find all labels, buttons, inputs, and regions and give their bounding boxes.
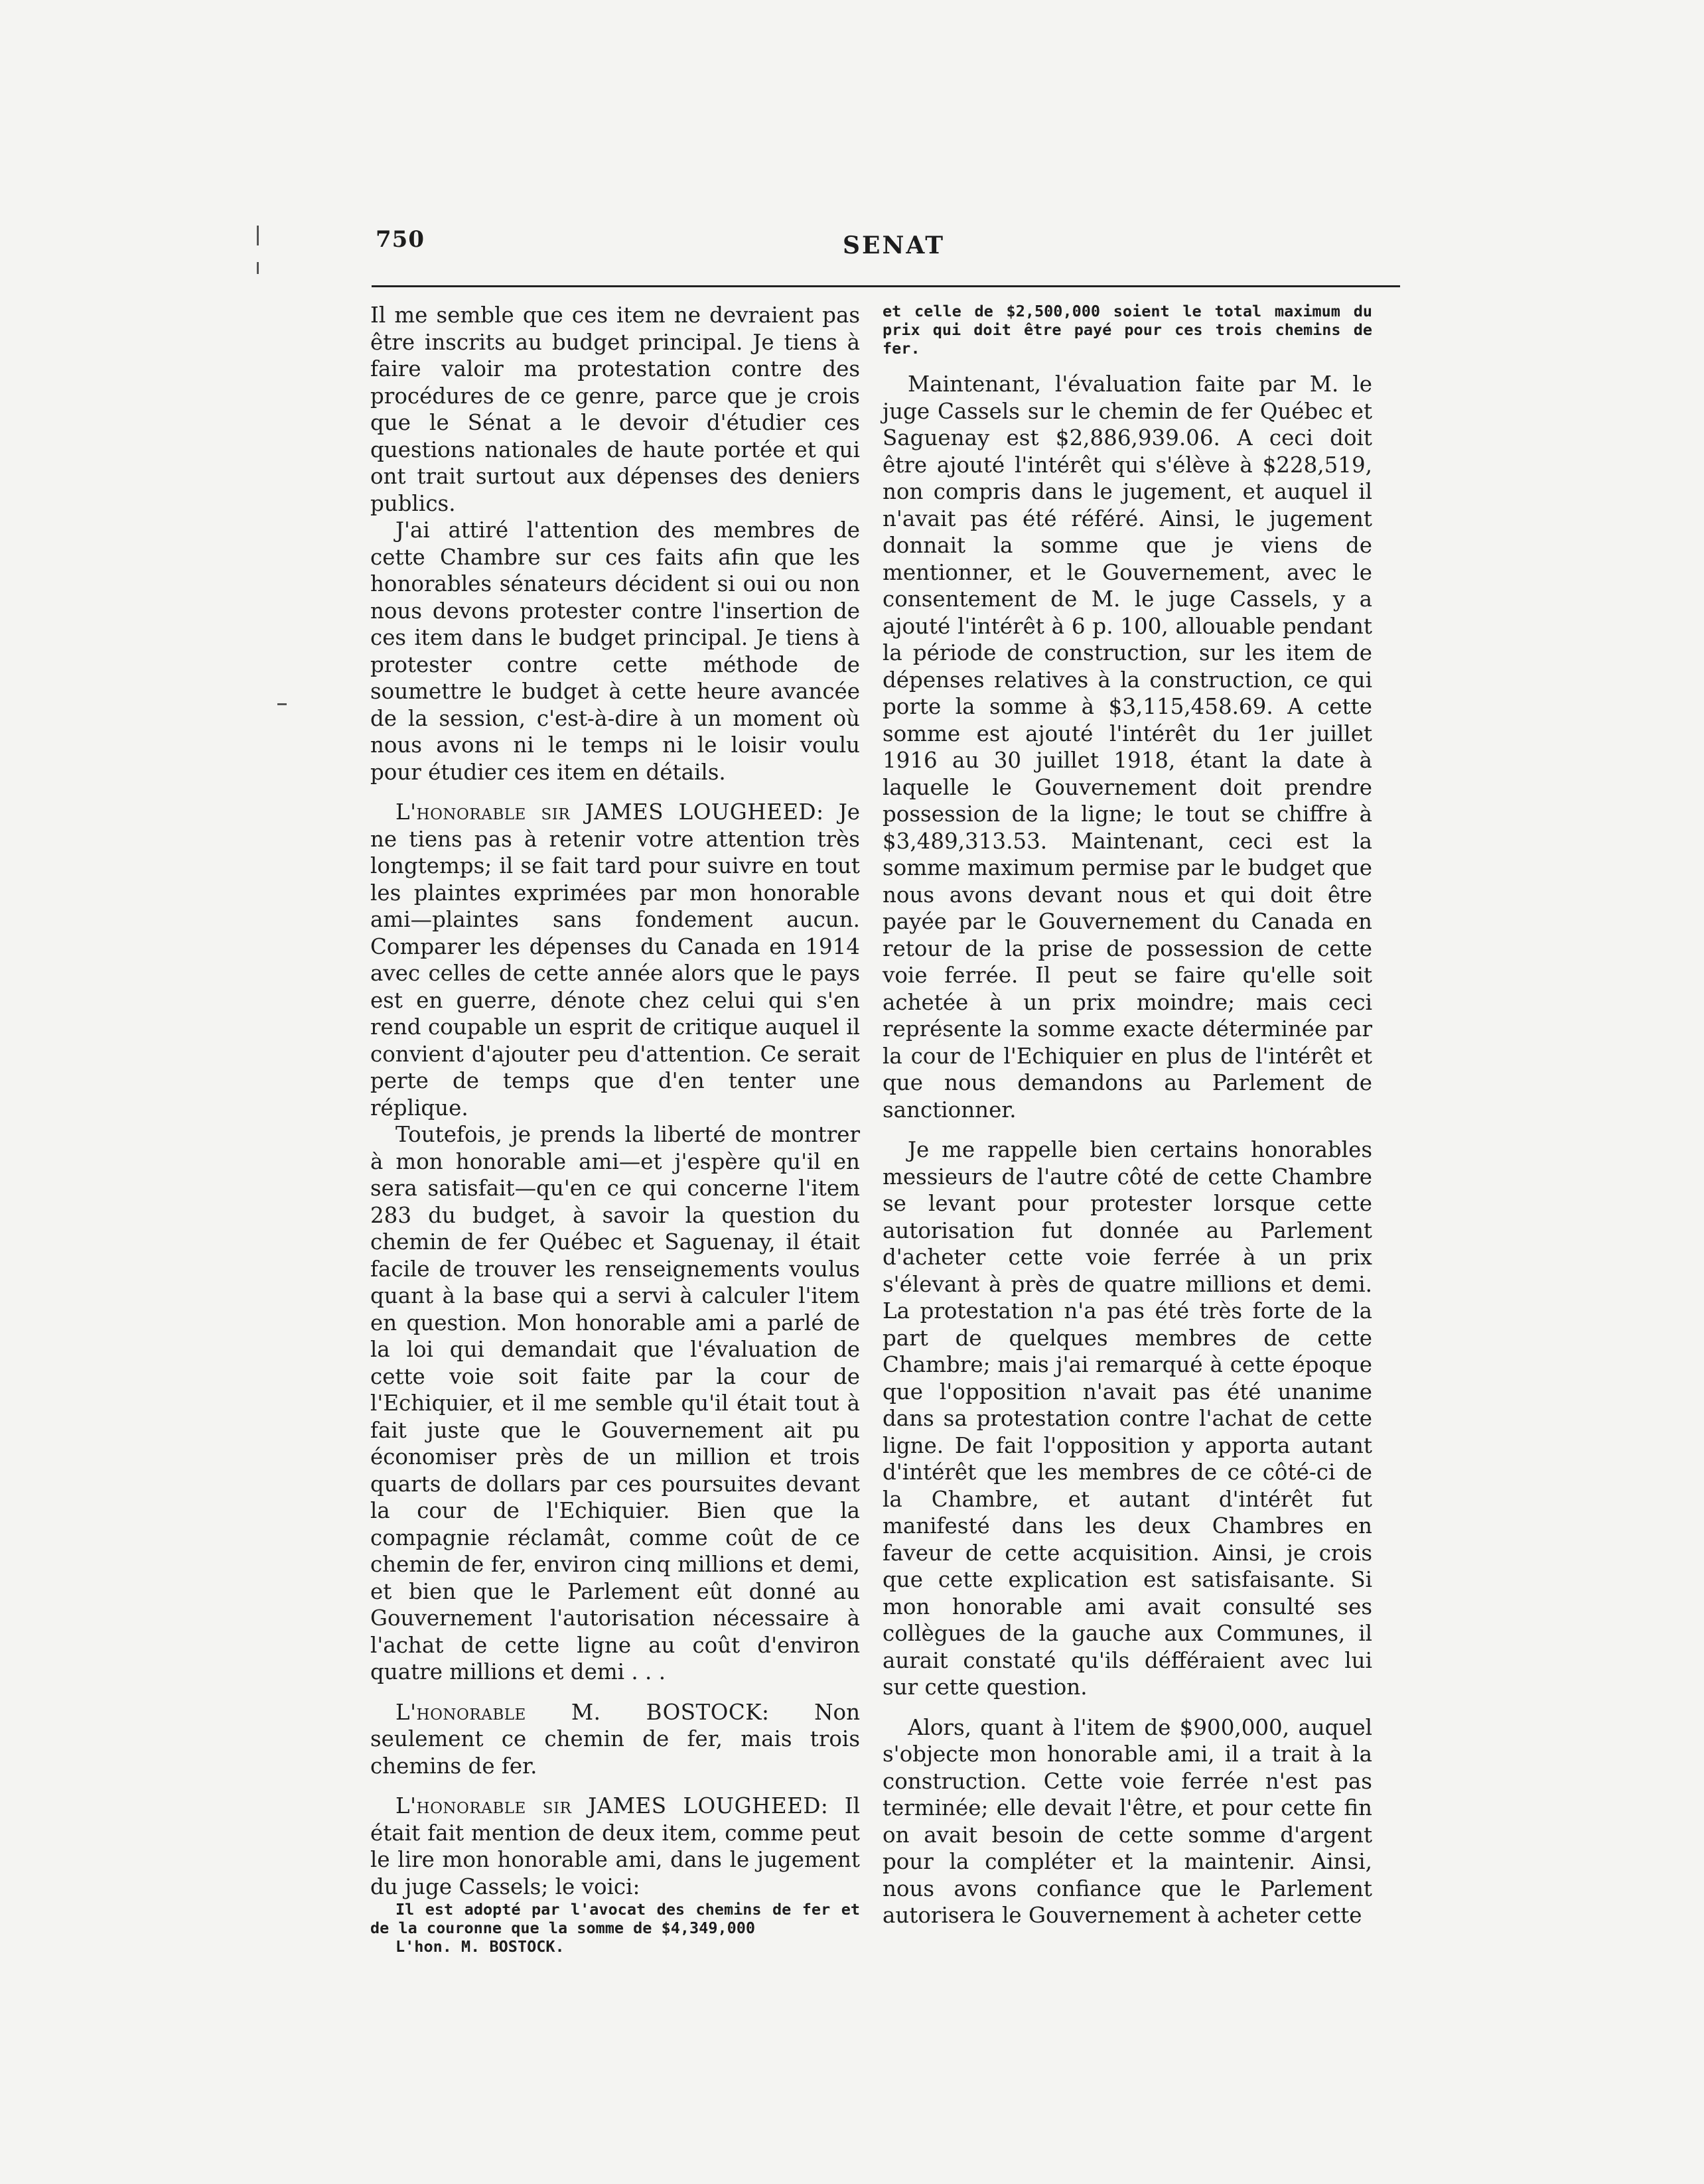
running-head: SENAT bbox=[843, 232, 946, 259]
paragraph: Alors, quant à l'item de $900,000, auquel s'objecte mon honorable ami, il a trait à la construction. Cette voie ferrée n'est pas terminée; elle devait l'être, et pour cette fin on avait besoin de cette somme d'argent pour la compléter et la maintenir. Ainsi, nous avons confiance que le Parlement autorisera le Gouvernement à acheter cette bbox=[883, 1714, 1372, 1928]
paragraph: Je me rappelle bien certains honorables messieurs de l'autre côté de cette Chambre se levant pour protester lorsque cette autorisation fut donnée au Parlement d'acheter cette voie ferrée à un prix s'élevant à près de quatre millions et demi. La protestation n'a pas été très forte de la part de quelques membres de cette Chambre; mais j'ai remarqué à cette époque que l'opposition n'avait pas été unanime dans sa protestation contre l'achat de cette ligne. De fait l'opposition y apporta autant d'intérêt que les membres de ce côté-ci de la Chambre, et autant d'intérêt fut manifesté dans les deux Chambres en faveur de cette acquisition. Ainsi, je crois que cette explication est satisfaisante. Si mon honorable ami avait consulté ses collègues de la gauche aux Communes, il aurait constaté qu'ils défféraient avec lui sur cette question. bbox=[883, 1137, 1372, 1700]
scan-mark bbox=[257, 226, 259, 245]
paragraph: Maintenant, l'évaluation faite par M. le juge Cassels sur le chemin de fer Québec et Saguenay est $2,886,939.06. A ceci doit être ajouté l'intérêt qui s'élève à $228,519, non compris dans le jugement, et auquel il n'avait pas été référé. Ainsi, le jugement donnait la somme que je viens de mentionner, et le Gouvernement, avec le consentement de M. le juge Cassels, y a ajouté l'intérêt à 6 p. 100, allouable pendant la période de construction, sur les item de dépenses relatives à la construction, ce qui porte la somme à $3,115,458.69. A cette somme est ajouté l'intérêt du 1er juillet 1916 au 30 juillet 1918, étant la date à laquelle le Gouvernement doit prendre possession de la ligne; le tout se chiffre à $3,489,313.53. Maintenant, ceci est la somme maximum permise par le budget que nous avons devant nous et qui doit être payée par le Gouvernement du Canada en retour de la prise de possession de cette voie ferrée. Il peut se faire qu'elle soit achetée à un prix moindre; mais ceci représente la somme exacte déterminée par la cour de l'Echiquier en plus de l'intérêt et que nous demandons au Parlement de sanctionner. bbox=[883, 372, 1372, 1123]
speaker-name: L'honorable sir JAMES LOUGHEED: bbox=[395, 799, 824, 825]
paragraph bbox=[370, 799, 860, 1121]
header-rule bbox=[372, 285, 1400, 287]
left-column bbox=[370, 302, 860, 1956]
quote-signature: L'hon. M. BOSTOCK. bbox=[395, 1937, 565, 1956]
paragraph bbox=[370, 1793, 860, 1900]
speech-text: Non seulement ce chemin de fer, mais trois chemins de fer. bbox=[370, 1699, 860, 1779]
paragraph bbox=[370, 1699, 860, 1780]
paragraph: Il me semble que ces item ne devraient pas être inscrits au budget principal. Je tiens à faire valoir ma protestation contre des procédures de ce genre, parce que je crois que le Sénat a le devoir d'étudier ces questions nationales de haute portée et qui ont trait surtout aux dépenses des deniers publics. bbox=[370, 303, 860, 516]
speech-text: Il était fait mention de deux item, comme peut le lire mon honorable ami, dans le jugement du juge Cassels; le voici: bbox=[370, 1793, 860, 1899]
scan-mark bbox=[277, 703, 287, 705]
speaker-name: L'honorable M. BOSTOCK: bbox=[395, 1699, 770, 1725]
paragraph: Toutefois, je prends la liberté de montrer à mon honorable ami—et j'espère qu'il en sera satisfait—qu'en ce qui concerne l'item 283 du budget, à savoir la question du chemin de fer Québec et Saguenay, il était facile de trouver les renseignements voulus quant à la base qui a servi à calculer l'item en question. Mon honorable ami a parlé de la loi qui demandait que l'évaluation de cette voie soit faite par la cour de l'Echiquier, et il me semble qu'il était tout à fait juste que le Gouvernement ait pu économiser près de un million et trois quarts de dollars par ces poursuites devant la cour de l'Echiquier. Bien que la compagnie réclamât, comme coût de ce chemin de fer, environ cinq millions et demi, et bien que le Parlement eût donné au Gouvernement l'autorisation nécessaire à l'achat de cette ligne au coût d'environ quatre millions et demi . . . bbox=[370, 1122, 860, 1684]
quoted-judgment: Il est adopté par l'avocat des chemins de fer et de la couronne que la somme de $4,349,000 bbox=[370, 1900, 860, 1937]
speaker-name: L'honorable sir JAMES LOUGHEED: bbox=[395, 1793, 829, 1818]
page-number: 750 bbox=[376, 226, 425, 253]
scan-mark bbox=[257, 262, 259, 274]
speech-text: Je ne tiens pas à retenir votre attention très longtemps; il se fait tard pour suivre en tout les plaintes exprimées par mon honorable ami—plaintes sans fondement aucun. Comparer les dépenses du Canada en 1914 avec celles de cette année alors que le pays est en guerre, dénote chez celui qui s'en rend coupable un esprit de critique auquel il convient d'ajouter peu d'attention. Ce serait perte de temps que d'en tenter une réplique. bbox=[370, 799, 860, 1121]
right-column bbox=[883, 302, 1372, 1929]
paragraph: J'ai attiré l'attention des membres de cette Chambre sur ces faits afin que les honorables sénateurs décident si oui ou non nous devons protester contre l'insertion de ces item dans le budget principal. Je tiens à protester contre cette méthode de soumettre le budget à cette heure avancée de la session, c'est-à-dire à un moment où nous avons ni le temps ni le loisir voulu pour étudier ces item en détails. bbox=[370, 517, 860, 785]
quoted-judgment-continued: et celle de $2,500,000 soient le total maximum du prix qui doit être payé pour ces trois chemins de fer. bbox=[883, 302, 1372, 358]
